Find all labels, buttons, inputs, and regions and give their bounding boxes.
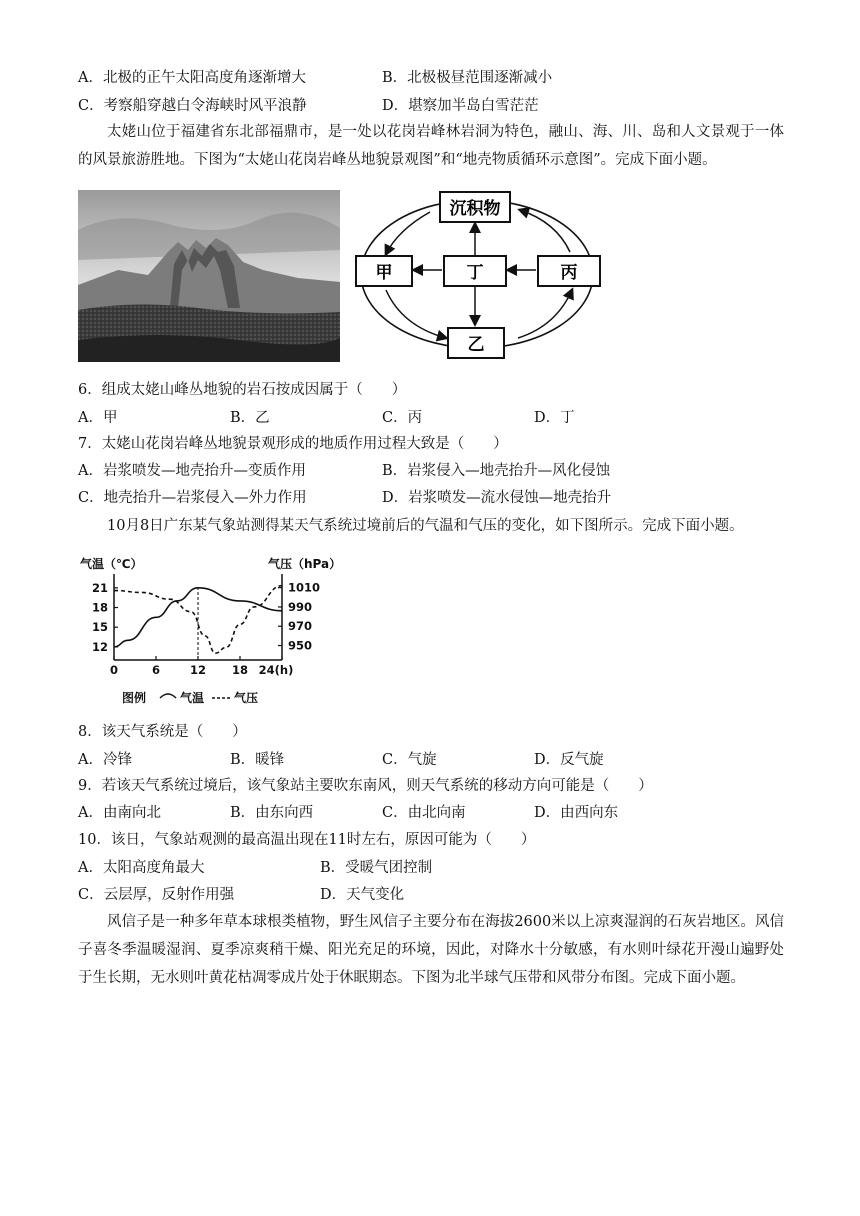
x-tick-label: 6: [151, 663, 161, 677]
x-tick-label: 12: [189, 663, 207, 677]
q8-option-b: B．暖锋: [230, 752, 285, 768]
passage-hyacinth: 风信子是一种多年草本球根类植物，野生风信子主要分布在海拔2600米以上凉爽湿润的石灰岩地区。风信子喜冬季温暖湿润、夏季凉爽稍干燥、阳光充足的环境，因此，对降水十分敏感，有水则叶绿花开漫山遍野处于生长期，无水则叶黄花枯凋零成片处于休眠期态。下图为北半球气压带和风带分布图。完成下面小题。: [78, 914, 784, 986]
q7-option-a: A．岩浆喷发—地壳抬升—变质作用: [78, 463, 306, 479]
q9-option-d: D．由西向东: [534, 805, 619, 821]
q7-stem: 7．太姥山花岗岩峰丛地貌景观形成的地质作用过程大致是（ ）: [78, 436, 508, 452]
left-axis-title: 气温（℃）: [80, 557, 143, 571]
q9-option-c: C．由北向南: [382, 805, 466, 821]
q6-option-c: C．丙: [382, 410, 423, 426]
right-axis-title: 气压（hPa）: [268, 557, 340, 571]
cycle-box-yi: 乙: [467, 335, 485, 355]
right-tick-label: 1010: [288, 580, 321, 595]
q6-stem: 6．组成太姥山峰丛地貌的岩石按成因属于（ ）: [78, 382, 407, 398]
q8-stem: 8．该天气系统是（ ）: [78, 724, 247, 740]
granite-peaks-photo: [78, 190, 340, 362]
q9-option-b: B．由东向西: [230, 805, 314, 821]
x-tick-label: 24(h): [258, 663, 294, 677]
left-tick-label: 15: [91, 620, 108, 635]
left-tick-label: 18: [91, 600, 108, 615]
cycle-box-jia: 甲: [375, 263, 393, 283]
q7-option-d: D．岩浆喷发—流水侵蚀—地壳抬升: [382, 490, 612, 506]
left-tick-label: 21: [91, 580, 108, 595]
cycle-box-bing: 丙: [560, 263, 578, 283]
temp-pressure-chart: [78, 552, 340, 712]
passage-taimushan: 太姥山位于福建省东北部福鼎市，是一处以花岗岩峰林岩洞为特色，融山、海、川、岛和人文景观于一体的风景旅游胜地。下图为“太姥山花岗岩峰丛地貌景观图”和“地壳物质循环示意图”。完成下面小题。: [78, 124, 784, 168]
q5-option-d: D．堪察加半岛白雪茫茫: [382, 98, 539, 114]
q10-option-b: B．受暖气团控制: [320, 860, 433, 876]
right-tick-label: 990: [288, 599, 313, 614]
passage-weather-system: 10月8日广东某气象站测得某天气系统过境前后的气温和气压的变化，如下图所示。完成下面小题。: [107, 518, 744, 534]
right-tick-label: 950: [288, 638, 313, 653]
q5-option-b: B．北极极昼范围逐渐减小: [382, 70, 553, 86]
q10-stem: 10．该日，气象站观测的最高温出现在11时左右，原因可能为（ ）: [78, 832, 536, 848]
left-tick-label: 12: [91, 639, 108, 654]
crust-cycle-diagram: [350, 186, 610, 366]
legend-pressure-label: 气压: [234, 691, 259, 705]
q8-option-a: A．冷锋: [78, 752, 132, 768]
q6-option-a: A．甲: [78, 410, 118, 426]
cycle-box-sediment: 沉积物: [449, 199, 501, 219]
q6-option-b: B．乙: [230, 410, 270, 426]
q7-option-b: B．岩浆侵入—地壳抬升—风化侵蚀: [382, 463, 611, 479]
q10-option-a: A．太阳高度角最大: [78, 860, 205, 876]
q6-option-d: D．丁: [534, 410, 575, 426]
q8-option-d: D．反气旋: [534, 752, 604, 768]
q5-option-c: C．考察船穿越白令海峡时风平浪静: [78, 98, 307, 114]
x-tick-label: 0: [109, 663, 119, 677]
q8-option-c: C．气旋: [382, 752, 437, 768]
q10-option-d: D．天气变化: [320, 887, 405, 903]
q5-option-a: A．北极的正午太阳高度角逐渐增大: [78, 70, 306, 86]
q7-option-c: C．地壳抬升—岩浆侵入—外力作用: [78, 490, 307, 506]
q10-option-c: C．云层厚，反射作用强: [78, 887, 235, 903]
legend-temp-label: 气温: [180, 691, 205, 705]
x-tick-label: 18: [231, 663, 249, 677]
q9-stem: 9．若该天气系统过境后，该气象站主要吹东南风，则天气系统的移动方向可能是（ ）: [78, 778, 653, 794]
cycle-box-ding: 丁: [466, 263, 484, 283]
q9-option-a: A．由南向北: [78, 805, 161, 821]
right-tick-label: 970: [288, 619, 313, 634]
legend-title: 图例: [122, 691, 147, 705]
